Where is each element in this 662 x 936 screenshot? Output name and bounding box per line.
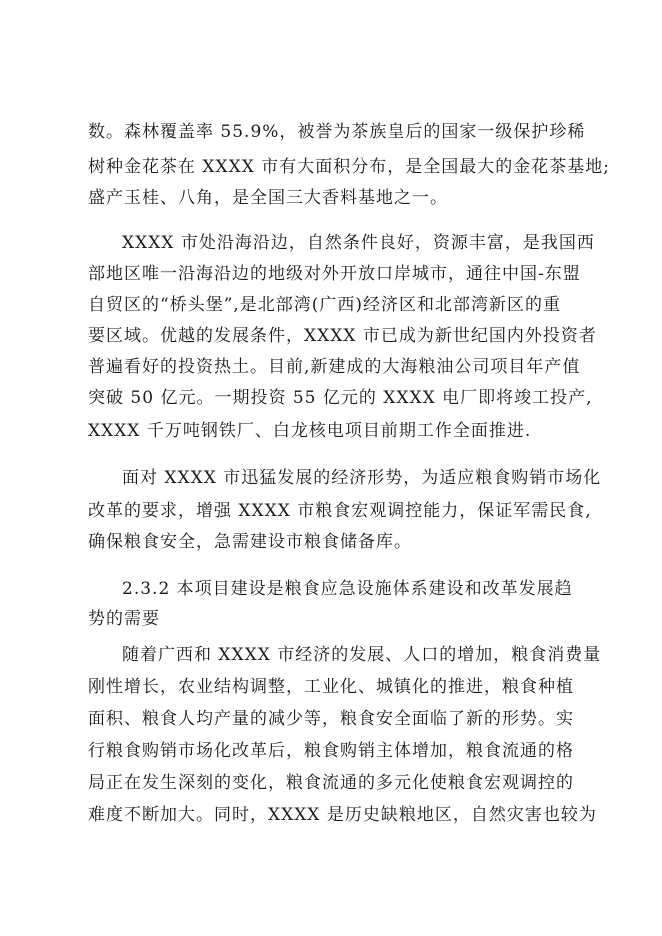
paragraph-3-line-2: 改革的要求，增强 XXXX 市粮食宏观调控能力，保证军需民食,	[88, 501, 592, 521]
paragraph-2-line-2: 部地区唯一沿海沿边的地级对外开放口岸城市，通往中国-东盟	[88, 264, 581, 284]
paragraph-4-line-1: 随着广西和 XXXX 市经济的发展、人口的增加，粮食消费量	[122, 645, 602, 665]
paragraph-1-line-1: 数。森林覆盖率 55.9%，被誉为茶族皇后的国家一级保护珍稀	[88, 122, 586, 142]
paragraph-2-line-6: 突破 50 亿元。一期投资 55 亿元的 XXXX 电厂即将竣工投产,	[88, 388, 593, 408]
paragraph-2-line-3: 自贸区的“桥头堡”,是北部湾(广西)经济区和北部湾新区的重	[88, 295, 562, 315]
paragraph-4-line-3: 面积、粮食人均产量的减少等，粮食安全面临了新的形势。实	[88, 709, 574, 729]
paragraph-1-line-3: 盛产玉桂、八角，是全国三大香料基地之一。	[88, 188, 448, 208]
section-heading-line-1: 2.3.2 本项目建设是粮食应急设施体系建设和改革发展趋	[122, 579, 573, 599]
paragraph-3-line-3: 确保粮食安全，急需建设市粮食储备库。	[88, 532, 412, 552]
section-heading-line-2: 势的需要	[88, 609, 160, 629]
paragraph-2-line-1: XXXX 市处沿海沿边，自然条件良好，资源丰富，是我国西	[122, 233, 595, 253]
paragraph-1-line-2: 树种金花茶在 XXXX 市有大面积分布，是全国最大的金花茶基地;	[88, 157, 610, 177]
paragraph-4-line-6: 难度不断加大。同时，XXXX 是历史缺粮地区，自然灾害也较为	[88, 805, 597, 825]
paragraph-4-line-4: 行粮食购销市场化改革后，粮食购销主体增加，粮食流通的格	[88, 741, 574, 761]
paragraph-3-line-1: 面对 XXXX 市迅猛发展的经济形势，为适应粮食购销市场化	[122, 468, 602, 488]
paragraph-2-line-7: XXXX 千万吨钢铁厂、白龙核电项目前期工作全面推进.	[88, 421, 532, 441]
paragraph-4-line-5: 局正在发生深刻的变化，粮食流通的多元化使粮食宏观调控的	[88, 773, 574, 793]
paragraph-2-line-4: 要区域。优越的发展条件，XXXX 市已成为新世纪国内外投资者	[88, 326, 597, 346]
paragraph-2-line-5: 普遍看好的投资热土。目前,新建成的大海粮油公司项目年产值	[88, 357, 581, 377]
paragraph-4-line-2: 刚性增长，农业结构调整，工业化、城镇化的推进，粮食种植	[88, 677, 574, 697]
